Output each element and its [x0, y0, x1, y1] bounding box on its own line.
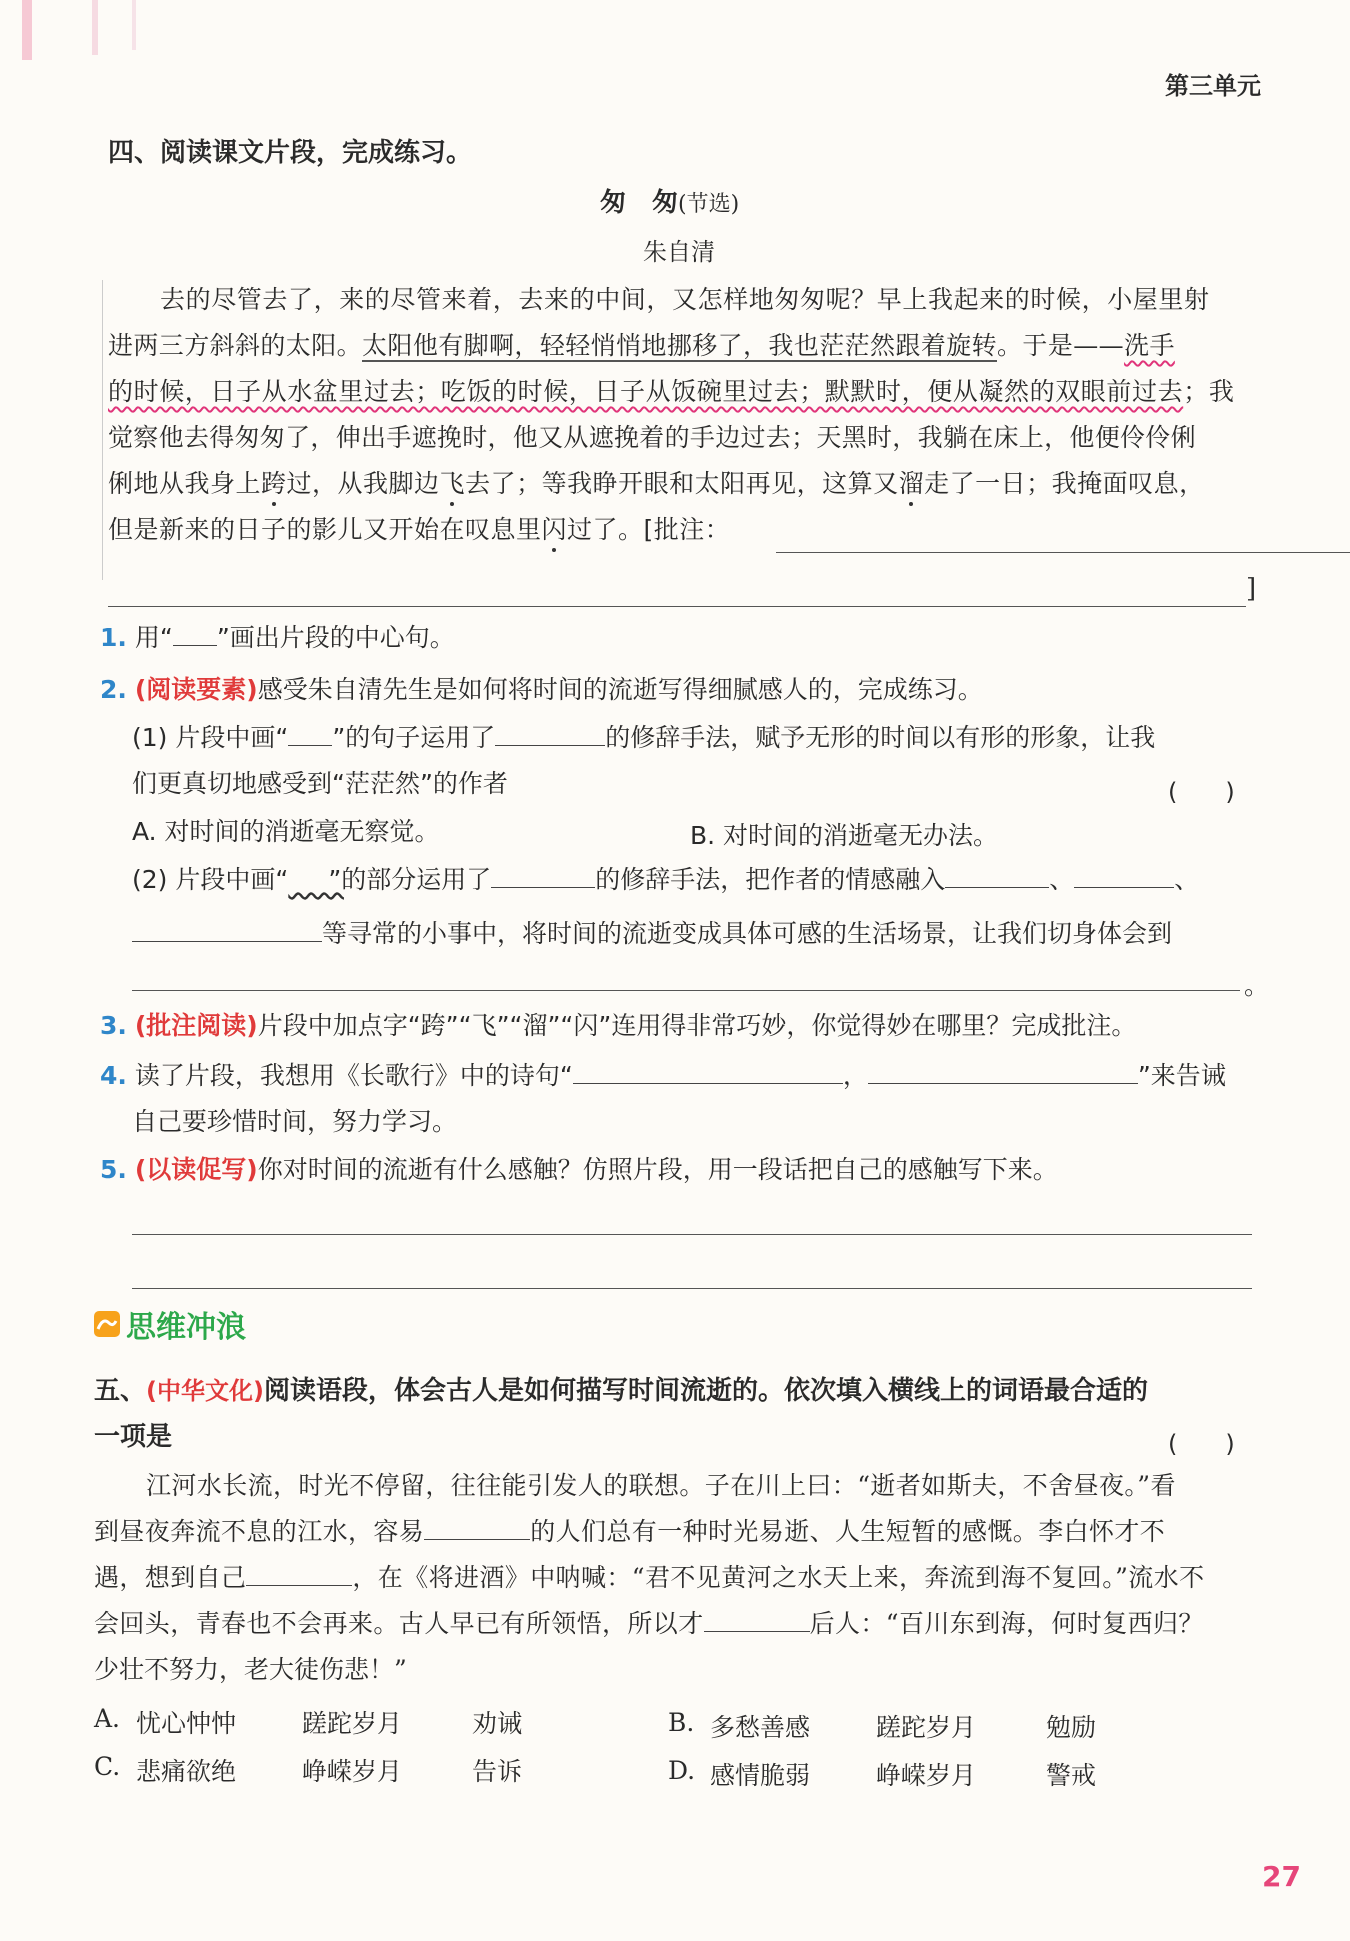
passage-left-border [102, 280, 103, 580]
passage-title [600, 182, 739, 219]
q5-answer-line-2[interactable] [132, 1288, 1252, 1289]
straight-line-sample [173, 619, 217, 646]
section5-passage [94, 1462, 1264, 1692]
s5-blank-1[interactable] [424, 1513, 530, 1540]
question-3: 3. (批注阅读)片段中加点字“跨”“飞”“溜”“闪”连用得非常巧妙，你觉得妙在哪里？完成批注。 [100, 1011, 1137, 1040]
straight-line-sample-2 [288, 719, 332, 746]
passage-line-1: 去的尽管去了，来的尽管来着，去来的中间，又怎样地匆匆呢？早上我起来的时候，小屋里射 [160, 285, 1210, 314]
q2-2-blank-1[interactable] [491, 861, 595, 888]
page-number: 27 [1262, 1860, 1301, 1893]
corner-decoration [22, 0, 162, 70]
wavy-underlined-part: 的时候，日子从水盆里过去；吃饭的时候，日子从饭碗里过去；默默时，便从凝然的双眼前过去 [108, 377, 1184, 406]
s5-line-1: 江河水长流，时光不停留，往往能引发人的联想。子在川上曰：“逝者如斯夫，不舍昼夜。”看 [146, 1471, 1176, 1500]
unit-label: 第三单元 [1165, 72, 1261, 100]
passage-line-4: 觉察他去得匆匆了，伸出手遮挽时，他又从遮挽着的手边过去；天黑时，我躺在床上，他便伶伶俐 [108, 423, 1196, 452]
dotted-char-kua: 跨 [261, 469, 287, 498]
q2-2-blank-5[interactable] [132, 990, 1240, 991]
section5-heading: 五、(中华文化)阅读语段，体会古人是如何描写时间流逝的。依次填入横线上的词语最合适的 [94, 1376, 1148, 1406]
q2-end-mark: 。 [1244, 971, 1270, 1000]
banner-title: 思维冲浪 [126, 1310, 246, 1345]
section5-answer-paren[interactable]: ( ) [1168, 1430, 1235, 1458]
annotation-blank-2[interactable] [108, 606, 1246, 607]
section5-heading-cont: 一项是 [94, 1422, 173, 1452]
section-banner [94, 1304, 246, 1344]
annotation-label: [批注： [643, 515, 731, 544]
question-2-part-1-cont: 们更真切地感受到“茫茫然”的作者 [132, 769, 508, 798]
question-4: 4. 读了片段，我想用《长歌行》中的诗句“ ， ”来告诫 [100, 1056, 1226, 1092]
section4-heading: 四、阅读课文片段，完成练习。 [108, 138, 473, 168]
question-2-part-2: (2) 片段中画“ ”的部分运用了 的修辞手法，把作者的情感融入 、 、 [132, 860, 1199, 896]
question-4-cont: 自己要珍惜时间，努力学习。 [132, 1107, 458, 1136]
q2-choice-a[interactable]: A. 对时间的消逝毫无察觉。 [132, 817, 440, 846]
passage [108, 276, 1268, 606]
passage-line-2: 进两三方斜斜的太阳。太阳他有脚啊，轻轻悄悄地挪移了，我也茫茫然跟着旋转。于是——洗手 [108, 331, 1175, 360]
q2-answer-paren[interactable]: ( ) [1168, 778, 1235, 806]
s5-line-2: 到昼夜奔流不息的江水，容易 的人们总有一种时光易逝、人生短暂的感慨。李白怀才不 [94, 1512, 1165, 1548]
question-2: 2. (阅读要素)感受朱自清先生是如何将时间的流逝写得细腻感人的，完成练习。 [100, 675, 983, 704]
s5-line-3: 遇，想到自己 ，在《将进酒》中呐喊：“君不见黄河之水天上来，奔流到海不复回。”流水不 [94, 1558, 1204, 1594]
central-sentence: 太阳他有脚啊，轻轻悄悄地挪移了，我也茫茫然跟着旋转 [362, 331, 998, 360]
question-2-part-1: (1) 片段中画“ ”的句子运用了 的修辞手法，赋予无形的时间以有形的形象，让我 [132, 718, 1155, 754]
s5-blank-2[interactable] [246, 1559, 352, 1586]
option-b[interactable]: B. 多愁善感 蹉跎岁月 勉励 [668, 1708, 1097, 1742]
q2-2-blank-3[interactable] [1074, 861, 1174, 888]
passage-line-6: 但是新来的日子的影儿又开始在叹息里闪过了。[批注： [108, 515, 731, 544]
annotation-blank-1[interactable] [776, 552, 1350, 553]
q2-2-blank-4[interactable] [132, 915, 322, 942]
q2-2-blank-2[interactable] [945, 861, 1049, 888]
option-d[interactable]: D. 感情脆弱 峥嵘岁月 警戒 [668, 1756, 1097, 1790]
wave-icon [94, 1311, 120, 1337]
s5-blank-3[interactable] [704, 1605, 810, 1632]
s5-line-4: 会回头，青春也不会再来。古人早已有所领悟，所以才 后人：“百川东到海，何时复西归？ [94, 1604, 1204, 1640]
question-2-part-2-cont: 等寻常的小事中，将时间的流逝变成具体可感的生活场景，让我们切身体会到 [132, 914, 1172, 950]
title-text: 匆 匆 [600, 188, 679, 218]
passage-author: 朱自清 [643, 238, 715, 266]
dotted-char-liu: 溜 [898, 469, 925, 498]
passage-line-5: 俐地从我身上跨过，从我脚边飞去了；等我睁开眼和太阳再见，这算又溜走了一日；我掩面叹息， [108, 469, 1205, 498]
dotted-char-shan: 闪 [541, 515, 568, 544]
q2-1-blank[interactable] [495, 719, 605, 746]
wavy-line-sample [288, 865, 328, 894]
q4-blank-2[interactable] [868, 1057, 1138, 1084]
title-note: (节选) [678, 192, 740, 217]
q4-blank-1[interactable] [573, 1057, 843, 1084]
question-5: 5. (以读促写)你对时间的流逝有什么感触？仿照片段，用一段话把自己的感触写下来。 [100, 1155, 1058, 1184]
q2-choice-b[interactable]: B. 对时间的消逝毫无办法。 [690, 821, 999, 850]
option-a[interactable]: A. 忧心忡忡 蹉跎岁月 劝诫 [94, 1704, 523, 1738]
s5-line-5: 少壮不努力，老大徒伤悲！” [94, 1655, 407, 1684]
option-c[interactable]: C. 悲痛欲绝 峥嵘岁月 告诉 [94, 1752, 523, 1786]
annotation-close: ] [1246, 574, 1257, 604]
q5-answer-line-1[interactable] [132, 1234, 1252, 1235]
passage-line-3: 的时候，日子从水盆里过去；吃饭的时候，日子从饭碗里过去；默默时，便从凝然的双眼前过去；我 [108, 377, 1235, 406]
question-1: 1. 用“ ”画出片段的中心句。 [100, 618, 455, 654]
dotted-char-fei: 飞 [439, 469, 466, 498]
